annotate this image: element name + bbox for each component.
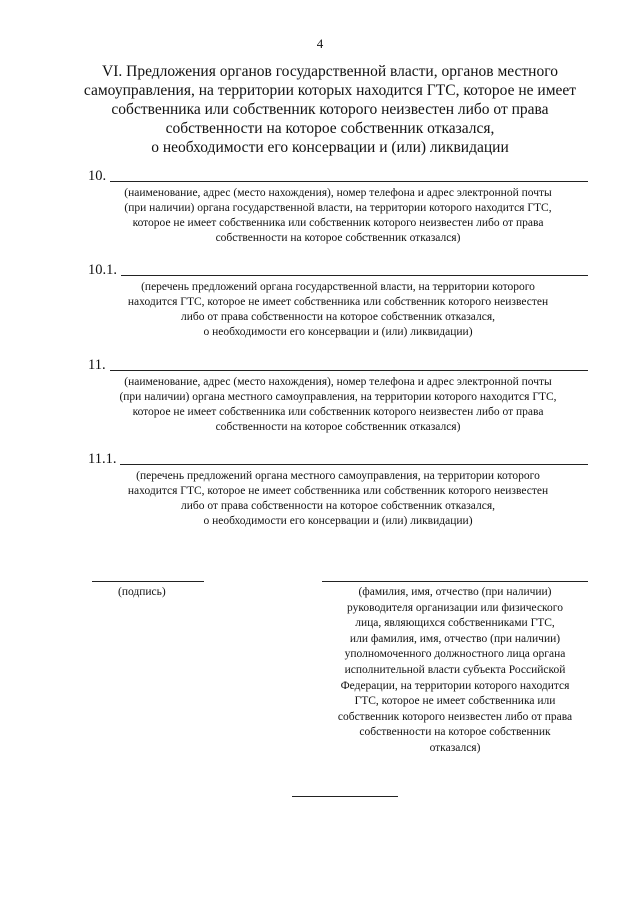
caption-line: отказался) xyxy=(429,741,481,754)
name-caption xyxy=(322,585,588,757)
title-line: собственности на которое собственник отказался, xyxy=(165,120,495,137)
field-10 xyxy=(88,166,588,246)
field-number: 10. xyxy=(88,168,107,184)
caption-line: (фамилия, имя, отчество (при наличии) xyxy=(358,586,552,598)
title-line: собственника или собственник которого неизвестен либо от права xyxy=(111,101,549,118)
caption-line: собственник которого неизвестен либо от права xyxy=(337,710,573,723)
caption-line: которое не имеет собственника или собственник которого неизвестен либо от права xyxy=(132,406,544,418)
title-line: самоуправления, на территории которых находится ГТС, которое не имеет xyxy=(83,82,577,99)
field-caption xyxy=(88,280,588,340)
field-number: 10.1. xyxy=(88,262,117,278)
caption-line: находится ГТС, которое не имеет собственника или собственник которого неизвестен xyxy=(127,485,549,497)
caption-line: (наименование, адрес (место нахождения), номер телефона и адрес электронной почты xyxy=(124,376,552,388)
fill-in-line[interactable] xyxy=(121,261,588,276)
caption-line: уполномоченного должностного лица органа xyxy=(344,648,566,661)
caption-line: (перечень предложений органа местного самоуправления, на территории которого xyxy=(136,470,540,482)
caption-line: о необходимости его консервации и (или) ликвидации) xyxy=(203,326,473,338)
field-11 xyxy=(88,355,588,435)
fill-in-line[interactable] xyxy=(120,450,588,465)
caption-line: собственности на которое собственник xyxy=(359,726,551,739)
caption-line: или фамилия, имя, отчество (при наличии) xyxy=(349,632,561,645)
fill-in-line[interactable] xyxy=(110,167,588,182)
field-number: 11. xyxy=(88,357,106,373)
caption-line: собственности на которое собственник отказался) xyxy=(215,421,461,433)
caption-line: находится ГТС, которое не имеет собственника или собственник которого неизвестен xyxy=(127,296,549,308)
caption-line: (наименование, адрес (место нахождения), номер телефона и адрес электронной почты xyxy=(124,187,552,199)
caption-line: Федерации, на территории которого находится xyxy=(340,679,570,692)
title-line: о необходимости его консервации и (или) ликвидации xyxy=(151,139,509,156)
field-caption xyxy=(88,186,588,246)
signature-block xyxy=(92,570,204,601)
caption-line: либо от права собственности на которое собственник отказался, xyxy=(180,311,496,323)
caption-line: лица, являющихся собственниками ГТС, xyxy=(355,617,555,630)
fill-in-line[interactable] xyxy=(110,356,588,371)
field-number: 11.1. xyxy=(88,451,117,467)
field-11-1 xyxy=(88,449,588,529)
section-title xyxy=(60,62,600,157)
divider-line xyxy=(292,796,398,797)
caption-line: о необходимости его консервации и (или) ликвидации) xyxy=(203,515,473,527)
caption-line: ГТС, которое не имеет собственника или xyxy=(354,695,556,708)
field-10-1 xyxy=(88,260,588,340)
caption-line: (перечень предложений органа государственной власти, на территории которого xyxy=(141,281,535,293)
caption-line: либо от права собственности на которое собственник отказался, xyxy=(180,500,496,512)
caption-line: (при наличии) органа местного самоуправления, на территории которого находится ГТС, xyxy=(119,391,557,403)
name-block xyxy=(322,570,588,757)
name-line[interactable] xyxy=(322,570,588,582)
signature-line[interactable] xyxy=(92,570,204,582)
caption-line: исполнительной власти субъекта Российской xyxy=(344,663,566,676)
caption-line: руководителя организации или физического xyxy=(347,601,563,614)
field-caption xyxy=(88,375,588,435)
signature-caption: (подпись) xyxy=(118,586,166,598)
caption-line: собственности на которое собственник отказался) xyxy=(215,232,461,244)
page-number: 4 xyxy=(316,36,324,51)
title-line: VI. Предложения органов государственной власти, органов местного xyxy=(102,63,558,80)
field-caption xyxy=(88,469,588,529)
caption-line: которое не имеет собственника или собственник которого неизвестен либо от права xyxy=(132,217,544,229)
caption-line: (при наличии) органа государственной власти, на территории которого находится ГТС, xyxy=(124,202,552,214)
